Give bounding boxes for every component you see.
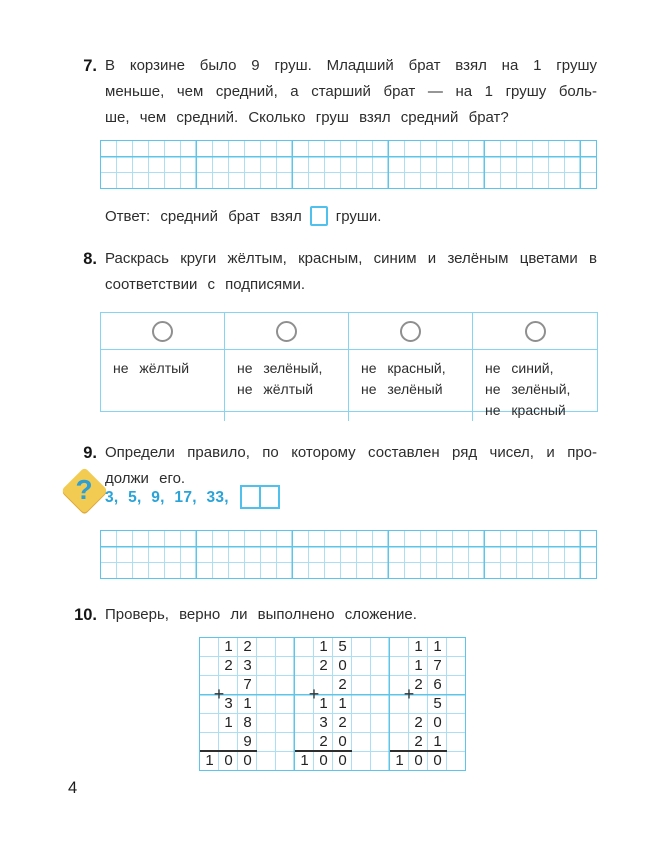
digit-cell: 1 [319, 638, 328, 655]
digit-cell: 0 [414, 752, 423, 769]
sequence-input-box[interactable] [240, 485, 261, 509]
digit-cell [219, 733, 238, 750]
digit-cell: 3 [224, 695, 233, 712]
digit-cell [295, 657, 314, 676]
digit-cell: 1 [300, 752, 309, 769]
answer-prefix: Ответ: средний брат взял [105, 208, 302, 225]
digit-cell: 6 [433, 676, 442, 693]
color-circles-table [100, 312, 598, 418]
digit-cell: 1 [319, 695, 328, 712]
problem-10-number: 10. [74, 606, 97, 624]
digit-cell: 0 [433, 714, 442, 731]
digit-cell: 1 [433, 733, 442, 750]
digit-cell: 1 [224, 714, 233, 731]
addend-row [390, 695, 447, 714]
text-line: Раскрась круги жёлтым, красным, синим и зелёным цветами в [105, 250, 597, 267]
table-label-cell [101, 350, 225, 421]
text-line: Определи правило, по которому составлен ряд чисел, и про- [105, 444, 597, 461]
digit-cell: 0 [243, 752, 252, 769]
addend-row [295, 695, 352, 714]
plus-sign: + [308, 684, 320, 705]
addend-row [200, 714, 257, 733]
circle-to-color-icon[interactable] [400, 321, 421, 342]
digit-cell [200, 638, 219, 657]
digit-cell: 2 [414, 676, 423, 693]
text-line: соответствии с подписями. [105, 276, 306, 293]
table-header-cell [473, 313, 597, 350]
table-header-cell [101, 313, 225, 350]
addend-row [390, 676, 447, 695]
addend-row [200, 676, 257, 695]
digit-cell: 0 [433, 752, 442, 769]
digit-cell: 2 [224, 657, 233, 674]
digit-cell [200, 714, 219, 733]
digit-cell: 1 [338, 695, 347, 712]
text-line: В корзине было 9 груш. Младший брат взял на 1 грушу [105, 57, 597, 74]
digit-cell: 2 [338, 714, 347, 731]
problem-8-text [105, 246, 597, 298]
sequence-input-box[interactable] [259, 485, 280, 509]
addend-row [390, 638, 447, 657]
circle-to-color-icon[interactable] [152, 321, 173, 342]
page-number: 4 [68, 779, 78, 797]
digit-cell [200, 657, 219, 676]
digit-cell: 5 [338, 638, 347, 655]
label-line: не жёлтый [237, 381, 314, 397]
sum-row [295, 752, 352, 771]
addend-row [200, 733, 257, 752]
digit-cell: 2 [243, 638, 252, 655]
problem-7-text [105, 53, 597, 131]
problem-8-number: 8. [83, 250, 97, 268]
problem-10-text [105, 602, 597, 628]
problem-9-number: 9. [83, 444, 97, 462]
digit-cell: 0 [338, 733, 347, 750]
label-line: не красный [485, 402, 566, 418]
digit-cell [390, 733, 409, 750]
label-line: не зелёный [361, 381, 443, 397]
text-line: Проверь, верно ли выполнено сложение. [105, 606, 417, 623]
writing-grid-problem-9[interactable] [100, 530, 597, 579]
hint-icon [60, 466, 108, 514]
digit-cell [390, 638, 409, 657]
digit-cell: 3 [319, 714, 328, 731]
label-line: не жёлтый [113, 360, 190, 376]
number-sequence: 3, 5, 9, 17, 33, [105, 489, 229, 506]
answer-suffix: груши. [335, 208, 382, 225]
digit-cell [295, 638, 314, 657]
label-line: не зелёный, [485, 381, 571, 397]
text-line: меньше, чем средний, а старший брат — на 1 грушу боль- [105, 83, 597, 100]
digit-cell: 1 [243, 695, 252, 712]
addend-row [390, 657, 447, 676]
digit-cell: 3 [243, 657, 252, 674]
table-label-cell [225, 350, 349, 421]
digit-cell: 2 [414, 733, 423, 750]
digit-cell: 1 [205, 752, 214, 769]
addend-row [295, 676, 352, 695]
digit-cell [200, 733, 219, 750]
text-line: должи его. [105, 470, 186, 487]
digit-cell: 1 [224, 638, 233, 655]
digit-cell: 0 [319, 752, 328, 769]
answer-line [105, 203, 381, 231]
table-header-cell [349, 313, 473, 350]
digit-cell: 2 [319, 657, 328, 674]
circle-to-color-icon[interactable] [276, 321, 297, 342]
circle-to-color-icon[interactable] [525, 321, 546, 342]
digit-cell [295, 733, 314, 750]
problem-7-number: 7. [83, 57, 97, 75]
addition-column-1 [200, 638, 257, 771]
digit-cell: 0 [338, 752, 347, 769]
table-label-cell [473, 350, 597, 421]
addend-row [295, 657, 352, 676]
addend-row [200, 638, 257, 657]
digit-cell: 7 [433, 657, 442, 674]
answer-input-box[interactable] [310, 206, 328, 226]
label-line: не красный, [361, 360, 446, 376]
digit-cell: 7 [243, 676, 252, 693]
digit-cell: 0 [224, 752, 233, 769]
sequence-answer-boxes [240, 485, 280, 509]
addend-row [295, 714, 352, 733]
addend-row [200, 657, 257, 676]
addend-row [390, 733, 447, 752]
addend-row [295, 733, 352, 752]
digit-cell: 8 [243, 714, 252, 731]
sum-row [200, 752, 257, 771]
text-line: ше, чем средний. Сколько груш взял средний брат? [105, 109, 509, 126]
addition-column-2 [295, 638, 352, 771]
addend-row [390, 714, 447, 733]
label-line: не синий, [485, 360, 554, 376]
table-label-cell [349, 350, 473, 421]
digit-cell: 2 [414, 714, 423, 731]
label-line: не зелёный, [237, 360, 323, 376]
digit-cell [295, 714, 314, 733]
digit-cell: 1 [414, 638, 423, 655]
digit-cell: 1 [433, 638, 442, 655]
digit-cell: 5 [433, 695, 442, 712]
plus-sign: + [403, 684, 415, 705]
digit-cell: 2 [319, 733, 328, 750]
addend-row [200, 695, 257, 714]
digit-cell: 1 [414, 657, 423, 674]
digit-cell [390, 714, 409, 733]
digit-cell: 1 [395, 752, 404, 769]
digit-cell [390, 657, 409, 676]
addend-row [295, 638, 352, 657]
digit-cell: 0 [338, 657, 347, 674]
digit-cell: 9 [243, 733, 252, 750]
digit-cell: 2 [338, 676, 347, 693]
calculation-grid[interactable] [199, 637, 466, 771]
table-header-cell [225, 313, 349, 350]
plus-sign: + [213, 684, 225, 705]
problem-9-text [105, 440, 597, 492]
sum-row [390, 752, 447, 771]
writing-grid-problem-7[interactable] [100, 140, 597, 189]
question-mark-icon: ? [75, 474, 93, 505]
addition-column-3 [390, 638, 447, 771]
